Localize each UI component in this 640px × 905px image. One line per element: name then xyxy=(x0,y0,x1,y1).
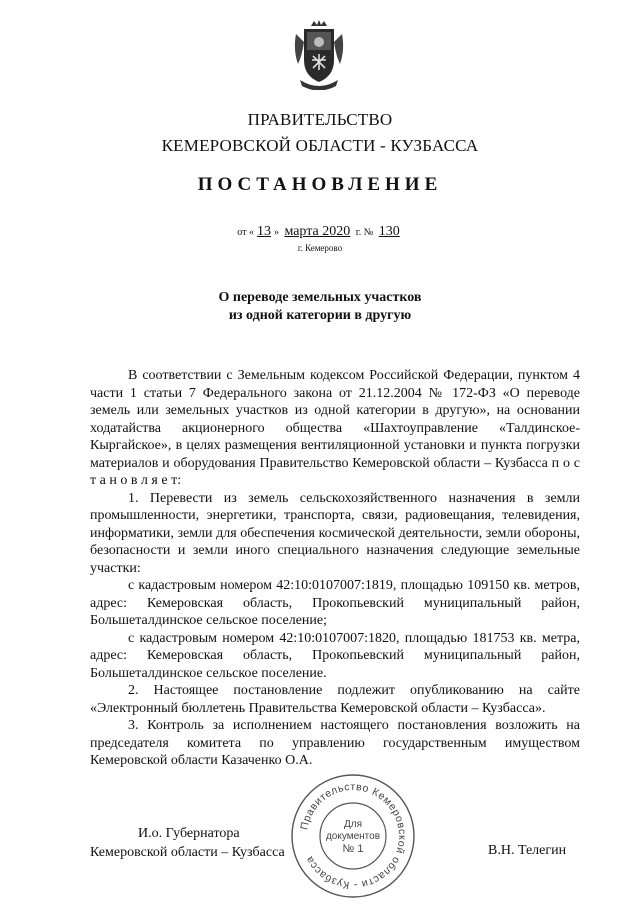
organization-name-line2: КЕМЕРОВСКОЙ ОБЛАСТИ - КУЗБАССА xyxy=(161,136,479,155)
signatory-name: В.Н. Телегин xyxy=(488,843,567,858)
stamp-center-line3: № 1 xyxy=(342,843,364,855)
coat-of-arms-icon xyxy=(292,20,346,90)
plot-1-paragraph: с кадастровым номером 42:10:0107007:1819, площадью 109150 кв. метров, адрес: Кемеровская область, Прокопьевский муниципальный район, Большеталдинское сельское поселение; xyxy=(90,578,580,628)
document-number: 130 xyxy=(378,224,400,239)
document-title xyxy=(0,289,640,325)
city-label: г. Кемерово xyxy=(297,243,343,253)
document-type-heading: ПОСТАНОВЛЕНИЕ xyxy=(197,174,443,195)
item-2-paragraph: 2. Настоящее постановление подлежит опубликованию на сайте «Электронный бюллетень Правительства Кемеровской области – Кузбасса». xyxy=(90,683,580,716)
intro-paragraph: В соответствии с Земельным кодексом Российской Федерации, пунктом 4 части 1 статьи 7 Федерального закона от 21.12.2004 № 172-ФЗ «О переводе земель или земельных участков из одной категории в другую», на основании ходатайства акционерного общества «Шахтоуправление «Талдинское-Кыргайское», в целях размещения вентиляционной установки и пункта погрузки материалов и оборудования Правительство Кемеровской области – Кузбасса п о с т а н о в л я е т: xyxy=(90,368,580,488)
title-line2: из одной категории в другую xyxy=(228,308,412,323)
item-3-paragraph: 3. Контроль за исполнением настоящего постановления возложить на председателя комитета по управлению государственным имуществом Кемеровской области Казаченко О.А. xyxy=(90,718,580,768)
organization-name-line1: ПРАВИТЕЛЬСТВО xyxy=(247,110,393,129)
document-body xyxy=(90,367,580,770)
date-year-suffix: г. xyxy=(355,227,362,238)
item-1-paragraph: 1. Перевести из земель сельскохозяйственного назначения в земли промышленности, энергетики, транспорта, связи, радиовещания, телевидения, информатики, земли для обеспечения космической деятельности, земли обороны, безопасности и земли иного специального назначения следующие земельные участки: xyxy=(90,490,580,576)
date-mid: » xyxy=(273,227,279,238)
date-prefix: от « xyxy=(237,227,254,238)
stamp-ring-text: Правительство Кемеровской области - Кузбасса xyxy=(298,780,409,892)
stamp-center-line1: Для xyxy=(343,819,363,830)
official-stamp xyxy=(289,772,417,900)
date-day: 13 xyxy=(256,224,271,239)
signatory-title xyxy=(90,824,285,862)
number-label: № xyxy=(363,227,374,238)
stamp-center-line2: документов xyxy=(325,831,381,842)
plot-2-paragraph: с кадастровым номером 42:10:0107007:1820, площадью 181753 кв. метра, адрес: Кемеровская область, Прокопьевский муниципальный район, Большеталдинское сельское поселение. xyxy=(90,630,580,681)
signatory-title-line2: Кемеровской области – Кузбасса xyxy=(90,845,285,860)
title-line1: О переводе земельных участков xyxy=(218,290,422,305)
date-month-year: марта 2020 xyxy=(284,224,351,239)
date-number-line xyxy=(0,224,640,240)
signatory-title-line1: И.о. Губернатора xyxy=(138,826,240,841)
